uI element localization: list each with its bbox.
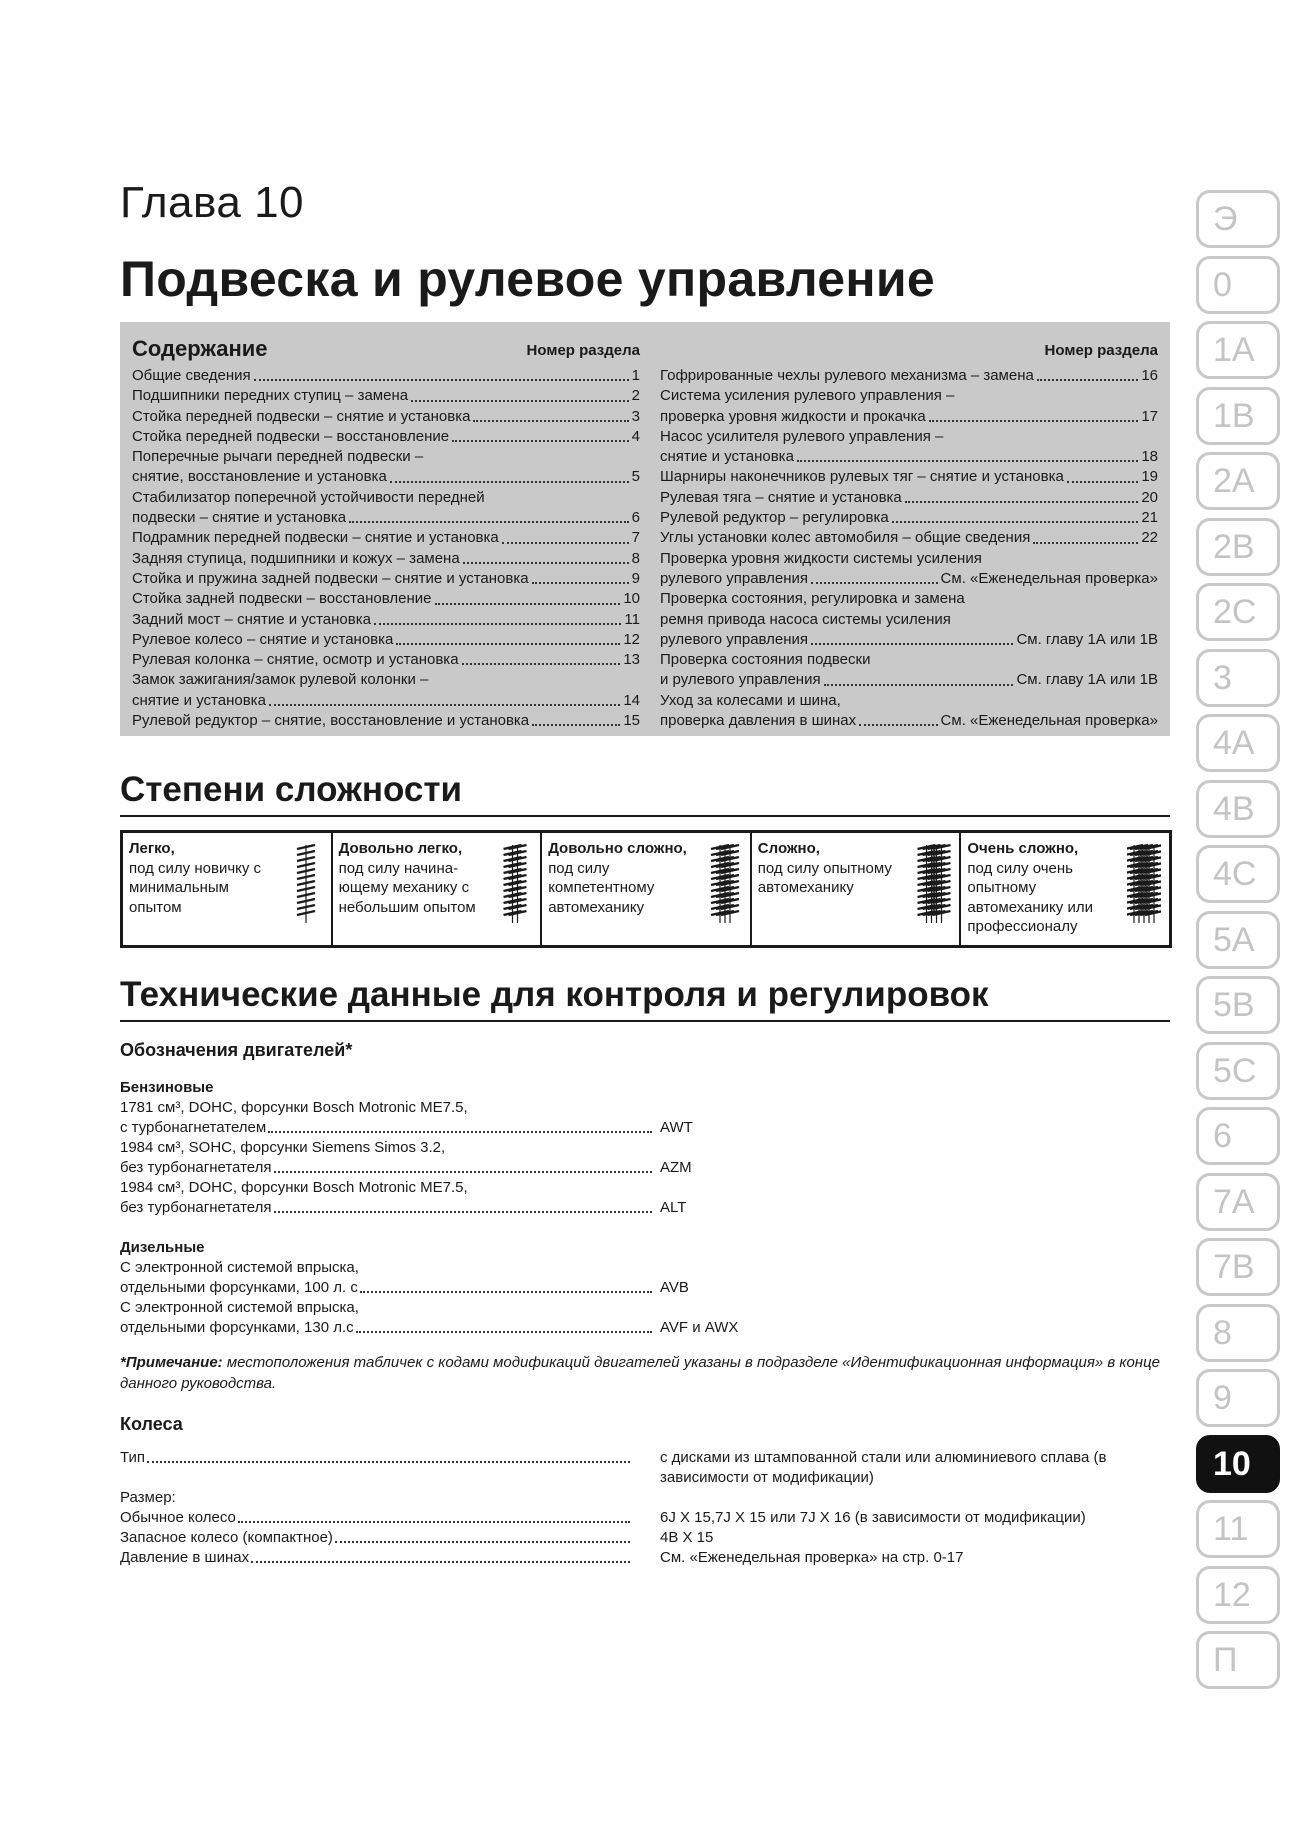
chapter-tab-5a[interactable]: 5A [1196, 911, 1280, 969]
tyre-pressure-label: Давление в шинах [120, 1549, 250, 1566]
contents-item [132, 366, 640, 386]
wheel-type-value: с дисками из штампованной стали или алюминиевого сплава (в зависимости от модификации) [660, 1449, 1107, 1486]
contents-item [132, 630, 640, 650]
contents-item-number: 3 [631, 407, 640, 425]
difficulty-level-name: Легко, [129, 840, 175, 857]
contents-item [132, 488, 640, 508]
section-number-label-right: Номер раздела [1044, 342, 1158, 359]
spare-wheel-value: 4В X 15 [660, 1529, 714, 1546]
contents-item-title: Рулевой редуктор – регулировка [660, 509, 889, 527]
chapter-tab-2a[interactable]: 2A [1196, 452, 1280, 510]
contents-item-title: Рулевая тяга – снятие и установка [660, 488, 902, 506]
contents-item-title: Задняя ступица, подшипники и кожух – замена [132, 549, 460, 567]
contents-item-title: Гофрированные чехлы рулевого механизма – замена [660, 367, 1034, 384]
footnote-text: местоположения табличек с кодами модификаций двигателей указаны в подразделе «Идентификационная информация» в конце данного руководства. [120, 1354, 1160, 1392]
divider [120, 815, 1170, 817]
contents-heading: Содержание [132, 336, 268, 361]
spanner-rating-icon [708, 843, 742, 925]
normal-wheel-row [120, 1508, 1170, 1528]
contents-item-number: 12 [623, 630, 640, 648]
difficulty-level [331, 833, 541, 945]
contents-item [660, 711, 1158, 731]
contents-item-title: Проверка состояния подвески [660, 651, 871, 669]
contents-item [660, 650, 1158, 670]
difficulty-description [967, 839, 1107, 937]
contents-item-title: рулевого управления [660, 630, 809, 648]
chapter-tab-2c[interactable]: 2C [1196, 583, 1280, 641]
engine-description-cont: отдельными форсунками, 130 л.с [120, 1319, 354, 1336]
contents-item-title: Стойка задней подвески – восстановление [132, 590, 432, 608]
chapter-tab-э[interactable]: Э [1196, 190, 1280, 248]
contents-item-number: 22 [1141, 529, 1158, 547]
chapter-tab-п[interactable]: П [1196, 1631, 1280, 1689]
engine-row [120, 1158, 1000, 1178]
wheels-heading: Колеса [120, 1414, 183, 1434]
contents-item [132, 427, 640, 447]
contents-item [660, 488, 1158, 508]
contents-item [132, 407, 640, 427]
contents-item-title: Замок зажигания/замок рулевой колонки – [132, 671, 429, 689]
contents-item-title: Подшипники передних ступиц – замена [132, 387, 409, 405]
difficulty-description [129, 839, 269, 917]
engine-description: С электронной системой впрыска, [120, 1259, 359, 1276]
chapter-tab-7b[interactable]: 7B [1196, 1238, 1280, 1296]
contents-item-number: 2 [631, 387, 640, 405]
contents-item [132, 650, 640, 670]
contents-right-column [660, 336, 1158, 731]
contents-item-title: Шарниры наконечников рулевых тяг – снятие и установка [660, 468, 1064, 486]
contents-item-number: См. «Еженедельная проверка» [940, 712, 1158, 730]
contents-item-title: Рулевой редуктор – снятие, восстановление и установка [132, 712, 530, 730]
engine-code: AVB [660, 1279, 689, 1296]
diesel-heading: Дизельные [120, 1239, 205, 1256]
contents-item-title: проверка уровня жидкости и прокачка [660, 407, 926, 425]
chapter-tab-4b[interactable]: 4B [1196, 780, 1280, 838]
contents-item-title: ремня привода насоса системы усиления [660, 610, 951, 628]
contents-item [132, 467, 640, 487]
difficulty-description [758, 839, 898, 898]
contents-item [132, 589, 640, 609]
contents-item-number: 18 [1141, 448, 1158, 466]
contents-item-number: 6 [631, 509, 640, 527]
chapter-tab-3[interactable]: 3 [1196, 649, 1280, 707]
engine-row [120, 1318, 1000, 1338]
engine-code: ALT [660, 1199, 687, 1216]
contents-item [660, 610, 1158, 630]
chapter-tab-5c[interactable]: 5C [1196, 1042, 1280, 1100]
contents-item-title: Рулевое колесо – снятие и установка [132, 630, 394, 648]
engine-description-cont: отдельными форсунками, 100 л. с [120, 1279, 358, 1296]
contents-item-title: проверка давления в шинах [660, 712, 857, 730]
contents-item-number: См. главу 1А или 1В [1016, 630, 1158, 648]
chapter-tab-12[interactable]: 12 [1196, 1566, 1280, 1624]
contents-item-number: 15 [623, 712, 640, 730]
chapter-tab-1b[interactable]: 1B [1196, 387, 1280, 445]
size-label: Размер: [120, 1489, 176, 1506]
engine-code: AWT [660, 1119, 693, 1136]
contents-item-title: Проверка уровня жидкости системы усиления [660, 549, 982, 567]
diesel-engines [120, 1238, 1000, 1338]
difficulty-description [339, 839, 479, 917]
chapter-tab-5b[interactable]: 5B [1196, 976, 1280, 1034]
contents-list-left [132, 366, 640, 731]
engine-description-cont: без турбонагнетателя [120, 1159, 272, 1176]
engine-description-cont: с турбонагнетателем [120, 1119, 267, 1136]
contents-item-title: Подрамник передней подвески – снятие и установка [132, 529, 499, 547]
contents-list-right [660, 366, 1158, 731]
engine-description: 1984 см³, DOHC, форсунки Bosch Motronic ME7.5, [120, 1179, 468, 1196]
contents-item-number: 8 [631, 549, 640, 567]
difficulty-level-name: Довольно легко, [338, 840, 463, 857]
contents-item [660, 447, 1158, 467]
contents-item-number: 1 [631, 367, 640, 384]
contents-item [132, 711, 640, 731]
difficulty-level-text: под силу очень опытному автомеханику или профессионалу [967, 859, 1093, 935]
petrol-heading: Бензиновые [120, 1079, 214, 1096]
tyre-pressure-row [120, 1548, 1170, 1568]
spare-wheel-label: Запасное колесо (компактное) [120, 1529, 333, 1546]
contents-item-title: Стойка передней подвески – восстановление [132, 427, 450, 445]
contents-item-number: 21 [1141, 509, 1158, 527]
contents-item-title: Поперечные рычаги передней подвески – [132, 448, 424, 466]
chapter-tab-4a[interactable]: 4A [1196, 714, 1280, 772]
chapter-tab-6[interactable]: 6 [1196, 1107, 1280, 1165]
contents-item [132, 670, 640, 690]
contents-item [132, 508, 640, 528]
contents-item-title: рулевого управления [660, 569, 809, 587]
engine-description-cont: без турбонагнетателя [120, 1199, 272, 1216]
engine-row [120, 1278, 1000, 1298]
footnote [120, 1352, 1170, 1394]
contents-item [132, 569, 640, 589]
engine-row [120, 1198, 1000, 1218]
normal-wheel-label: Обычное колесо [120, 1509, 236, 1526]
contents-item-number: 5 [631, 468, 640, 486]
chapter-tab-10[interactable]: 10 [1196, 1435, 1280, 1493]
spanner-rating-icon [1127, 843, 1161, 925]
difficulty-level-name: Довольно сложно, [548, 840, 687, 857]
contents-item-number: 14 [623, 691, 640, 709]
contents-item-number: 19 [1141, 468, 1158, 486]
chapter-tab-9[interactable]: 9 [1196, 1369, 1280, 1427]
chapter-tab-11[interactable]: 11 [1196, 1500, 1280, 1558]
difficulty-level-name: Очень сложно, [967, 840, 1079, 857]
size-row [120, 1488, 1170, 1508]
difficulty-heading: Степени сложности [120, 770, 463, 809]
difficulty-level [959, 833, 1169, 945]
contents-item [132, 610, 640, 630]
chapter-tab-0[interactable]: 0 [1196, 256, 1280, 314]
petrol-engines [120, 1078, 1000, 1218]
spanner-rating-icon [289, 843, 323, 925]
contents-item-title: снятие и установка [132, 691, 266, 709]
difficulty-level [750, 833, 960, 945]
contents-item [660, 549, 1158, 569]
difficulty-level-text: под силу компетентному автомеханику [548, 859, 655, 916]
contents-item-number: 11 [624, 610, 640, 628]
tech-data-heading: Технические данные для контроля и регулировок [120, 975, 989, 1014]
contents-item-title: Стойка и пружина задней подвески – снятие и установка [132, 569, 529, 587]
contents-item-number: 16 [1141, 367, 1158, 384]
contents-item-title: Насос усилителя рулевого управления – [660, 427, 944, 445]
engine-row [120, 1118, 1000, 1138]
contents-item-title: Общие сведения [132, 367, 251, 384]
contents-item-title: и рулевого управления [660, 671, 821, 689]
difficulty-level [123, 833, 331, 945]
chapter-tab-1a[interactable]: 1A [1196, 321, 1280, 379]
contents-item [660, 589, 1158, 609]
contents-item [132, 386, 640, 406]
difficulty-description [548, 839, 688, 917]
difficulty-level-name: Сложно, [757, 840, 820, 857]
contents-item-number: 9 [631, 569, 640, 587]
contents-item-title: снятие, восстановление и установка [132, 468, 387, 486]
normal-wheel-value: 6J X 15,7J X 15 или 7J X 16 (в зависимости от модификации) [660, 1509, 1086, 1526]
wheel-type-label: Тип [120, 1449, 146, 1466]
section-number-label: Номер раздела [526, 342, 640, 359]
contents-item-number: 4 [631, 427, 640, 445]
spare-wheel-row [120, 1528, 1170, 1548]
divider [120, 1020, 1170, 1022]
chapter-tab-2b[interactable]: 2B [1196, 518, 1280, 576]
contents-item-number: 10 [623, 590, 640, 608]
contents-item-title: Задний мост – снятие и установка [132, 610, 371, 628]
difficulty-scale [120, 830, 1172, 948]
contents-item-title: Стабилизатор поперечной устойчивости передней [132, 488, 485, 506]
contents-item [660, 366, 1158, 386]
contents-item [660, 508, 1158, 528]
contents-item [660, 467, 1158, 487]
contents-item [660, 427, 1158, 447]
contents-item [132, 691, 640, 711]
contents-item [132, 549, 640, 569]
contents-item [660, 630, 1158, 650]
footnote-label: *Примечание: [120, 1354, 223, 1371]
contents-item-title: Углы установки колес автомобиля – общие сведения [660, 529, 1031, 547]
chapter-tab-7a[interactable]: 7A [1196, 1173, 1280, 1231]
contents-item-number: См. «Еженедельная проверка» [940, 569, 1158, 587]
wheel-type-row [120, 1448, 1170, 1488]
contents-item [660, 691, 1158, 711]
contents-item-title: Система усиления рулевого управления – [660, 387, 955, 405]
tyre-pressure-value: См. «Еженедельная проверка» на стр. 0-17 [660, 1549, 964, 1566]
contents-item [660, 569, 1158, 589]
contents-item-number: 17 [1141, 407, 1158, 425]
contents-item-title: снятие и установка [660, 448, 794, 466]
engine-description: С электронной системой впрыска, [120, 1299, 359, 1316]
wheels-table [120, 1448, 1170, 1568]
contents-item-number: 20 [1141, 488, 1158, 506]
chapter-tab-8[interactable]: 8 [1196, 1304, 1280, 1362]
difficulty-level [540, 833, 750, 945]
contents-left-column [132, 336, 640, 731]
contents-item-title: Рулевая колонка – снятие, осмотр и установка [132, 651, 459, 669]
chapter-label: Глава 10 [120, 178, 305, 227]
engine-codes-heading: Обозначения двигателей* [120, 1040, 353, 1060]
engine-description: 1781 см³, DOHC, форсунки Bosch Motronic ME7.5, [120, 1099, 468, 1116]
contents-item [660, 528, 1158, 548]
contents-item [132, 447, 640, 467]
contents-item-title: Уход за колесами и шина, [660, 691, 841, 709]
contents-item [660, 670, 1158, 690]
chapter-tab-4c[interactable]: 4C [1196, 845, 1280, 903]
page-title: Подвеска и рулевое управление [120, 251, 935, 307]
contents-item-title: подвески – снятие и установка [132, 509, 347, 527]
contents-item-number: 13 [623, 651, 640, 669]
engine-description: 1984 см³, SOHC, форсунки Siemens Simos 3.2, [120, 1139, 446, 1156]
spanner-rating-icon [498, 843, 532, 925]
engine-code: AVF и AWX [660, 1319, 739, 1336]
spanner-rating-icon [917, 843, 951, 925]
contents-item [660, 386, 1158, 406]
contents-item-number: 7 [631, 529, 640, 547]
contents-item [660, 407, 1158, 427]
contents-item-number: См. главу 1А или 1В [1016, 671, 1158, 689]
difficulty-level-text: под силу опытному автомеханику [757, 859, 892, 896]
contents-box [120, 322, 1170, 736]
difficulty-level-text: под силу начина-ющему механику с небольшим опытом [338, 859, 476, 916]
contents-item-title: Стойка передней подвески – снятие и установка [132, 407, 471, 425]
contents-item-title: Проверка состояния, регулировка и замена [660, 590, 965, 608]
engine-code: AZM [660, 1159, 692, 1176]
contents-item [132, 528, 640, 548]
difficulty-level-text: под силу новичку с минимальным опытом [129, 859, 262, 916]
